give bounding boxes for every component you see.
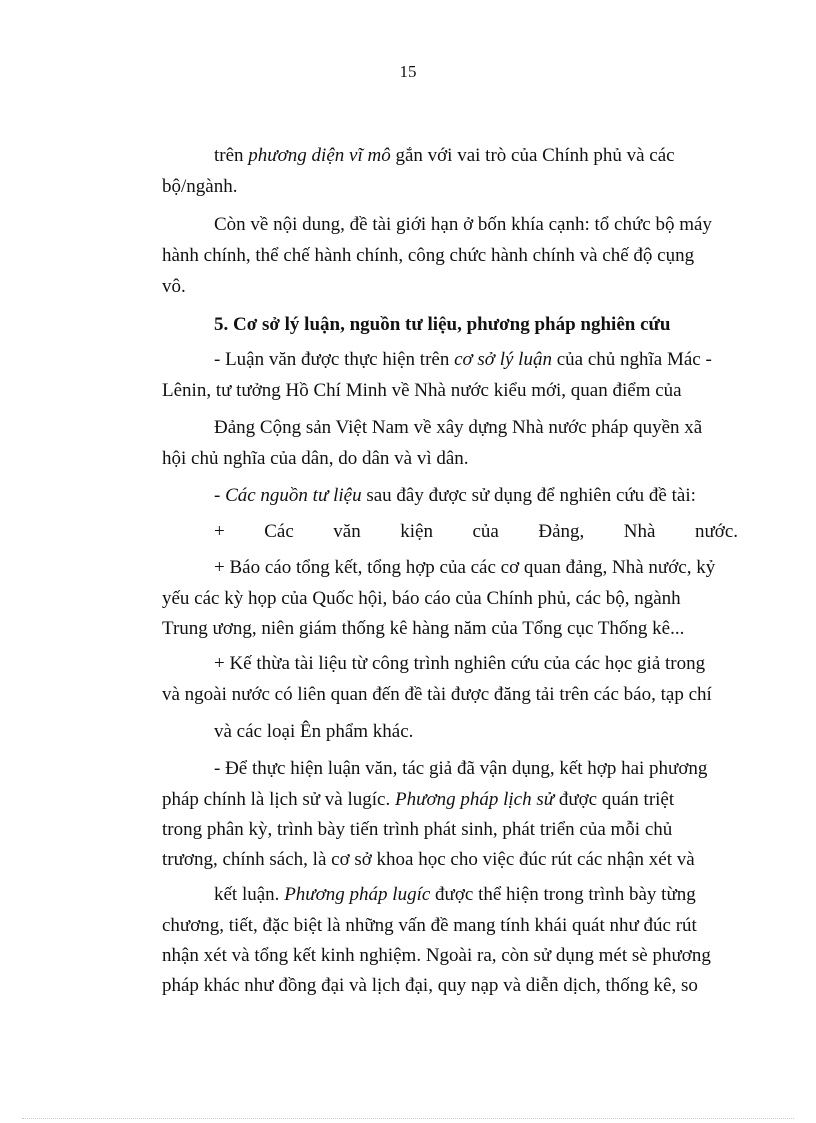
text-run: kết luận. xyxy=(214,884,285,905)
text-line: chương, tiết, đặc biệt là những vấn đề mang tính khái quát như đúc rút xyxy=(162,915,697,936)
word: nước. xyxy=(694,521,738,542)
word: + xyxy=(214,521,225,542)
page-edge-divider xyxy=(22,1118,794,1119)
text-line: và các loại Ên phẩm khác. xyxy=(214,721,414,742)
text-run: - xyxy=(214,485,226,506)
word: văn xyxy=(333,521,361,542)
word: Nhà xyxy=(623,521,656,542)
text-line: trương, chính sách, là cơ sở khoa học cho việc đúc rút các nhận xét và xyxy=(162,849,695,870)
text-line: pháp khác như đồng đại và lịch đại, quy nạp và diễn dịch, thống kê, so xyxy=(162,975,698,996)
text-run: được thể hiện trong trình bày từng xyxy=(430,884,696,905)
text-line: và ngoài nước có liên quan đến đề tài được đăng tải trên các báo, tạp chí xyxy=(162,684,712,705)
text-run: sau đây được sử dụng để nghiên cứu đề tài: xyxy=(361,485,696,506)
italic-term: phương diện vĩ mô xyxy=(248,145,391,166)
word: Đảng, xyxy=(538,521,585,542)
word: của xyxy=(472,521,499,542)
text-line xyxy=(214,144,675,168)
text-line xyxy=(162,788,674,812)
italic-term: Các nguồn tư liệu xyxy=(225,485,362,506)
text-line xyxy=(214,484,696,508)
text-run: pháp chính là lịch sử và lugíc. xyxy=(162,789,395,810)
word: Các xyxy=(264,521,294,542)
text-run: trên xyxy=(214,145,249,166)
text-line: + Báo cáo tổng kết, tổng hợp của các cơ quan đảng, Nhà nước, kỷ xyxy=(214,557,716,578)
text-line: trong phân kỳ, trình bày tiến trình phát sinh, phát triển của mỗi chủ xyxy=(162,819,673,840)
text-line: Trung ương, niên giám thống kê hàng năm của Tổng cục Thống kê... xyxy=(162,618,685,639)
text-run: - Luận văn được thực hiện trên xyxy=(214,349,455,370)
text-line: Lênin, tư tưởng Hồ Chí Minh về Nhà nước kiểu mới, quan điểm của xyxy=(162,380,682,401)
text-line: + Kế thừa tài liệu từ công trình nghiên cứu của các học giả trong xyxy=(214,653,706,674)
text-line: bộ/ngành. xyxy=(162,176,238,197)
text-run: gắn với vai trò của Chính phủ và các xyxy=(390,145,675,166)
italic-term: Phương pháp lịch sử xyxy=(394,789,555,810)
text-line: - Để thực hiện luận văn, tác giả đã vận dụng, kết hợp hai phương xyxy=(214,758,708,779)
text-run: được quán triệt xyxy=(554,789,675,810)
text-line xyxy=(214,883,696,907)
section-heading: 5. Cơ sở lý luận, nguồn tư liệu, phương pháp nghiên cứu xyxy=(214,314,671,335)
text-line: hành chính, thể chế hành chính, công chức hành chính và chế độ cụng xyxy=(162,245,695,266)
text-line: hội chủ nghĩa của dân, do dân và vì dân. xyxy=(162,448,469,469)
word: kiện xyxy=(400,521,433,542)
text-line: nhận xét và tổng kết kinh nghiệm. Ngoài ra, còn sử dụng mét sè phương xyxy=(162,945,711,966)
text-line: Đảng Cộng sản Việt Nam về xây dựng Nhà nước pháp quyền xã xyxy=(214,417,703,438)
page-number: 15 xyxy=(399,62,417,81)
text-line: Còn về nội dung, đề tài giới hạn ở bốn khía cạnh: tổ chức bộ máy xyxy=(214,214,712,235)
italic-term: cơ sở lý luận xyxy=(454,349,552,370)
text-line: vô. xyxy=(162,276,186,297)
text-line: yếu các kỳ họp của Quốc hội, báo cáo của Chính phủ, các bộ, ngành xyxy=(162,588,681,609)
text-line xyxy=(214,348,712,372)
text-run: của chủ nghĩa Mác - xyxy=(551,349,712,370)
italic-term: Phương pháp lugíc xyxy=(284,884,431,905)
text-line-justified xyxy=(214,520,738,544)
